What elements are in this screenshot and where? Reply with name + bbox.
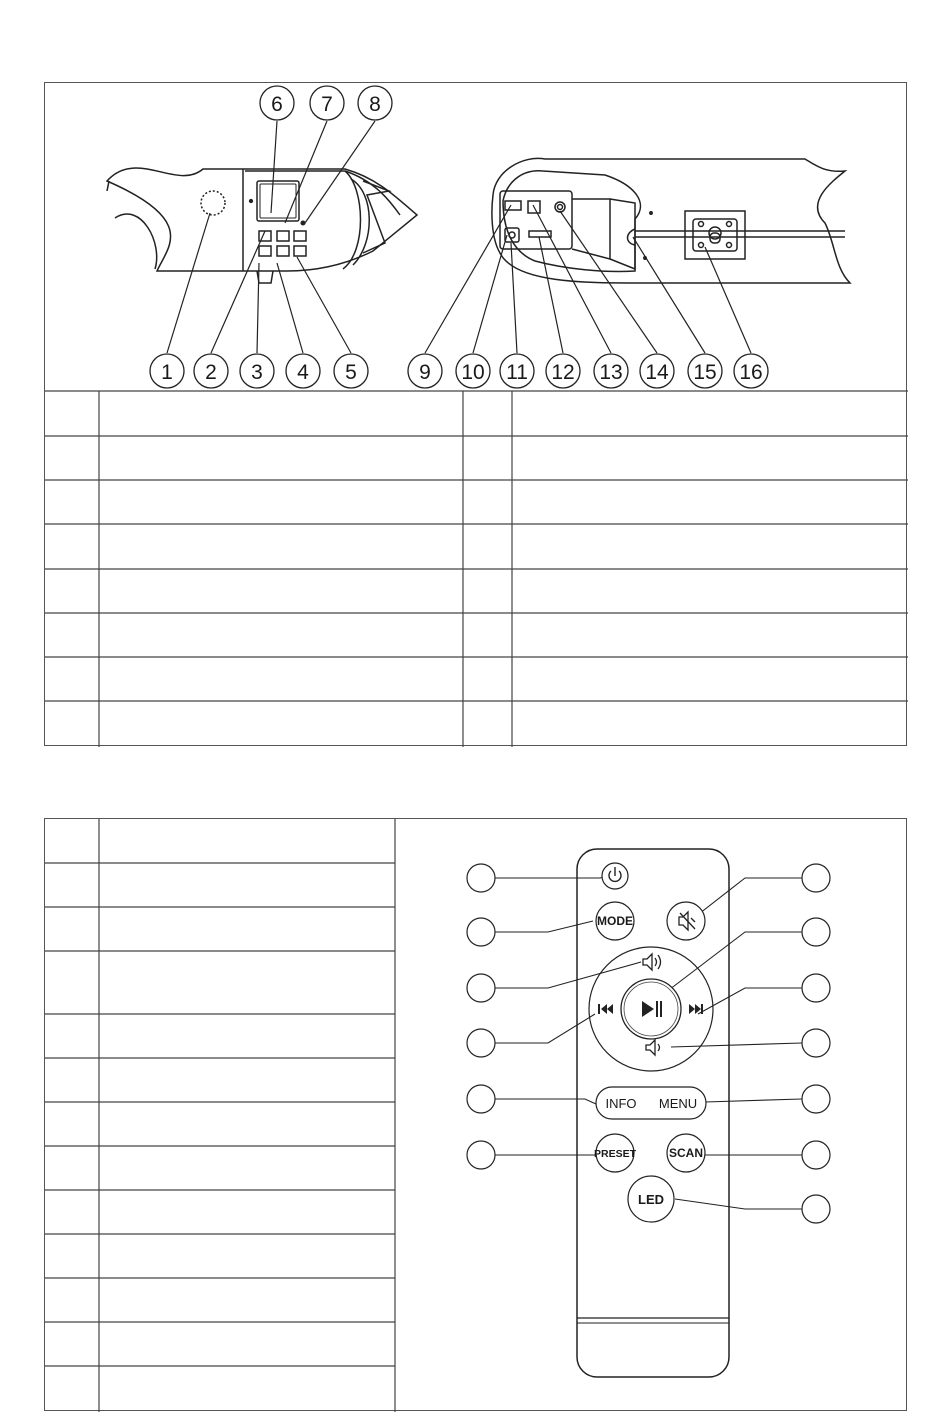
play-pause-button[interactable]	[621, 979, 681, 1039]
menu-button[interactable]	[659, 1096, 697, 1111]
remote-callout-left-1	[467, 864, 495, 892]
device-left-end-illustration	[107, 168, 417, 283]
scan-label: SCAN	[668, 1146, 704, 1160]
callout-number-16: 16	[739, 361, 763, 384]
power-button[interactable]	[602, 863, 628, 889]
remote-callout-right-4	[802, 1029, 830, 1057]
led-label: LED	[638, 1192, 664, 1207]
callout-number-2: 2	[205, 361, 217, 384]
callout-number-5: 5	[345, 361, 357, 384]
device-spec-table	[45, 391, 908, 747]
remote-callout-left-6	[467, 1141, 495, 1169]
device-callout-numbers	[161, 93, 763, 384]
callout-number-7: 7	[321, 93, 333, 116]
callout-number-14: 14	[645, 361, 669, 384]
callout-number-10: 10	[461, 361, 485, 384]
callout-number-13: 13	[599, 361, 623, 384]
led-button[interactable]	[628, 1176, 674, 1222]
remote-callout-right-6	[802, 1141, 830, 1169]
remote-function-table	[45, 819, 395, 1412]
callout-number-9: 9	[419, 361, 431, 384]
callout-number-4: 4	[297, 361, 309, 384]
remote-callout-left-5	[467, 1085, 495, 1113]
menu-label: MENU	[658, 1096, 698, 1111]
info-label: INFO	[605, 1096, 637, 1111]
callout-number-15: 15	[693, 361, 717, 384]
callout-number-11: 11	[506, 361, 528, 384]
remote-callout-right-1	[802, 864, 830, 892]
remote-diagram	[45, 819, 908, 1412]
remote-callout-right-3	[802, 974, 830, 1002]
mode-label: MODE	[597, 914, 633, 928]
remote-panel	[44, 818, 907, 1411]
remote-callout-right-7	[802, 1195, 830, 1223]
info-button[interactable]	[605, 1096, 636, 1111]
remote-callout-right-2	[802, 918, 830, 946]
callout-number-3: 3	[251, 361, 263, 384]
callout-number-8: 8	[369, 93, 381, 116]
scan-button[interactable]	[667, 1134, 705, 1172]
callout-number-12: 12	[551, 361, 575, 384]
mode-button[interactable]	[596, 902, 634, 940]
device-right-end-illustration	[492, 158, 850, 283]
remote-callout-left-3	[467, 974, 495, 1002]
callout-number-6: 6	[271, 93, 283, 116]
device-panel	[44, 82, 907, 746]
remote-callout-right-5	[802, 1085, 830, 1113]
callout-number-1: 1	[161, 361, 173, 384]
preset-label: PRESET	[593, 1148, 637, 1160]
mute-button[interactable]	[667, 902, 705, 940]
device-diagram	[45, 83, 908, 747]
remote-callout-left-2	[467, 918, 495, 946]
remote-callout-left-4	[467, 1029, 495, 1057]
